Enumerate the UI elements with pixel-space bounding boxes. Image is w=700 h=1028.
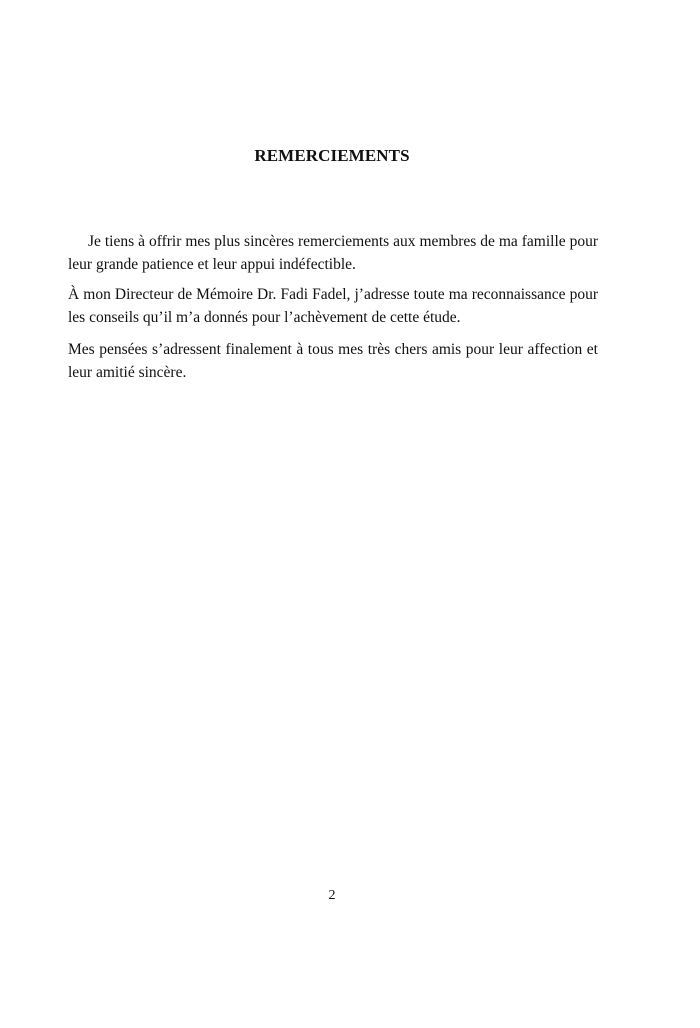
page-number: 2 xyxy=(328,888,336,903)
paragraph-family-thanks: Je tiens à offrir mes plus sincères remerciements aux membres de ma famille pour leur grande patience et leur appui indéfectible. xyxy=(68,233,598,273)
paragraph-director-thanks: À mon Directeur de Mémoire Dr. Fadi Fadel, j’adresse toute ma reconnaissance pour les conseils qu’il m’a donnés pour l’achèvement de cette étude. xyxy=(68,286,598,326)
paragraph-friends-thanks: Mes pensées s’adressent finalement à tous mes très chers amis pour leur affection et leur amitié sincère. xyxy=(68,341,598,381)
page-title: REMERCIEMENTS xyxy=(254,146,410,165)
